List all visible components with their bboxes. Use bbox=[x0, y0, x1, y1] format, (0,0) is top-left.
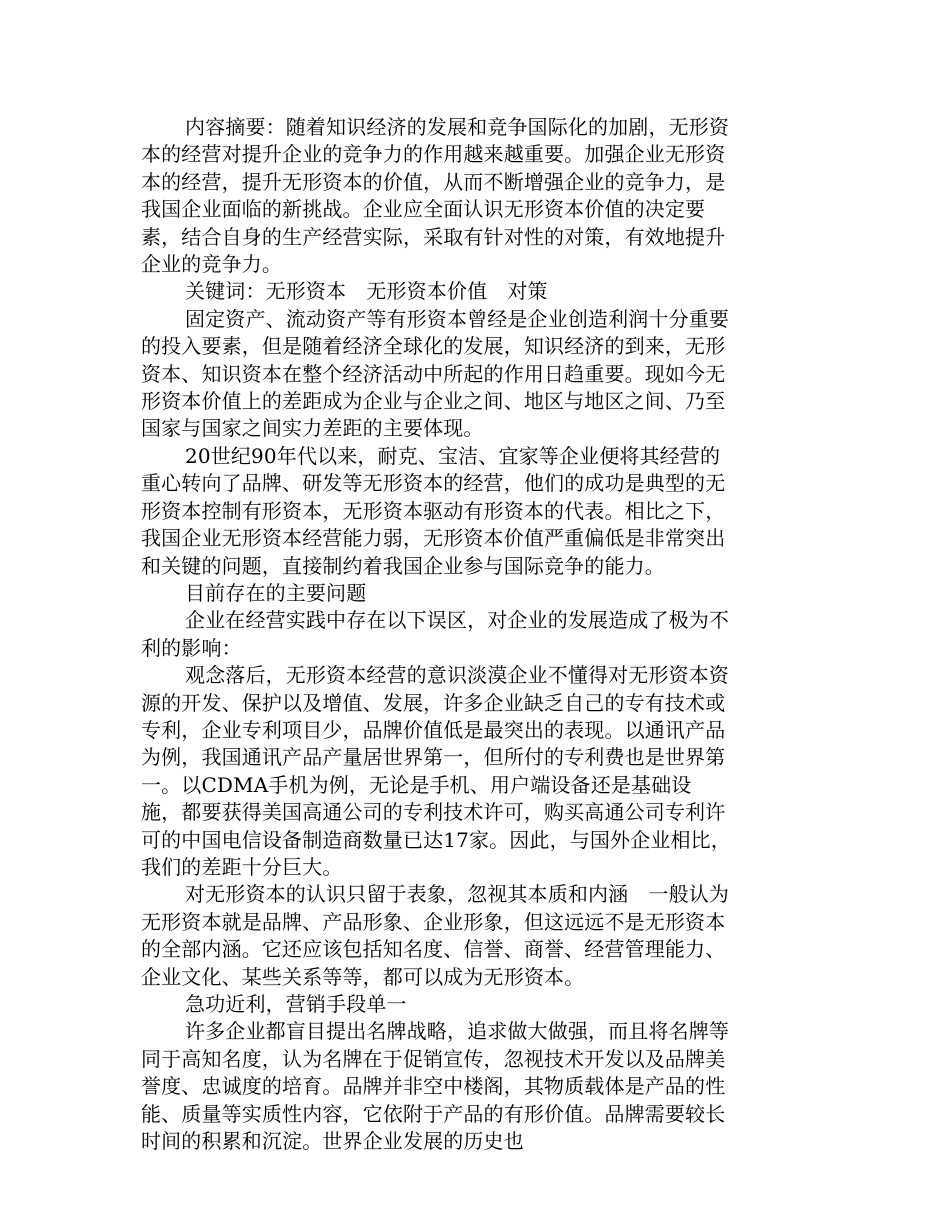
abstract-paragraph: 内容摘要：随着知识经济的发展和竞争国际化的加剧，无形资本的经营对提升企业的竞争力的作用越来越重要。加强企业无形资本的经营，提升无形资本的价值，从而不断增强企业的竞争力，是我国企业面临的新挑战。企业应全面认识无形资本价值的决定要素，结合自身的生产经营实际，采取有针对性的对策，有效地提升企业的竞争力。 bbox=[141, 115, 730, 277]
body-paragraph: 企业在经营实践中存在以下误区，对企业的发展造成了极为不利的影响： bbox=[141, 608, 730, 660]
subsection-heading: 急功近利，营销手段单一 bbox=[185, 992, 407, 1016]
body-paragraph: 对无形资本的认识只留于表象，忽视其本质和内涵 一般认为无形资本就是品牌、产品形象、企业形象，但这远远不是无形资本的全部内涵。它还应该包括知名度、信誉、商誉、经营管理能力、企业文化、某些关系等等，都可以成为无形资本。 bbox=[141, 882, 730, 989]
section-heading: 目前存在的主要问题 bbox=[185, 580, 367, 605]
document-body bbox=[141, 114, 731, 1155]
body-paragraph: 观念落后，无形资本经营的意识淡漠企业不懂得对无形资本资源的开发、保护以及增值、发展，许多企业缺乏自己的专有技术或专利，企业专利项目少，品牌价值低是最突出的表现。以通讯产品为例，我国通讯产品产量居世界第一，但所付的专利费也是世界第一。以CDMA手机为例，无论是手机、用户端设备还是基础设施，都要获得美国高通公司的专利技术许可，购买高通公司专利许可的中国电信设备制造商数量已达17家。因此，与国外企业相比，我们的差距十分巨大。 bbox=[141, 663, 731, 879]
body-paragraph: 固定资产、流动资产等有形资本曾经是企业创造利润十分重要的投入要素，但是随着经济全球化的发展，知识经济的到来，无形资本、知识资本在整个经济活动中所起的作用日趋重要。现如今无形资本价值上的差距成为企业与企业之间、地区与地区之间、乃至国家与国家之间实力差距的主要体现。 bbox=[141, 306, 730, 441]
body-paragraph: 许多企业都盲目提出名牌战略，追求做大做强，而且将名牌等同于高知名度，认为名牌在于促销宣传，忽视技术开发以及品牌美誉度、忠诚度的培育。品牌并非空中楼阁，其物质载体是产品的性能、质量等实质性内容，它依附于产品的有形价值。品牌需要较长时间的积累和沉淀。世界企业发展的历史也 bbox=[141, 1019, 730, 1154]
body-paragraph: 20世纪90年代以来，耐克、宝洁、宜家等企业便将其经营的重心转向了品牌、研发等无形资本的经营，他们的成功是典型的无形资本控制有形资本，无形资本驱动有形资本的代表。相比之下，我国企业无形资本经营能力弱，无形资本价值严重偏低是非常突出和关键的问题，直接制约着我国企业参与国际竞争的能力。 bbox=[141, 443, 726, 578]
keywords-paragraph: 关键词：无形资本 无形资本价值 对策 bbox=[185, 279, 548, 304]
